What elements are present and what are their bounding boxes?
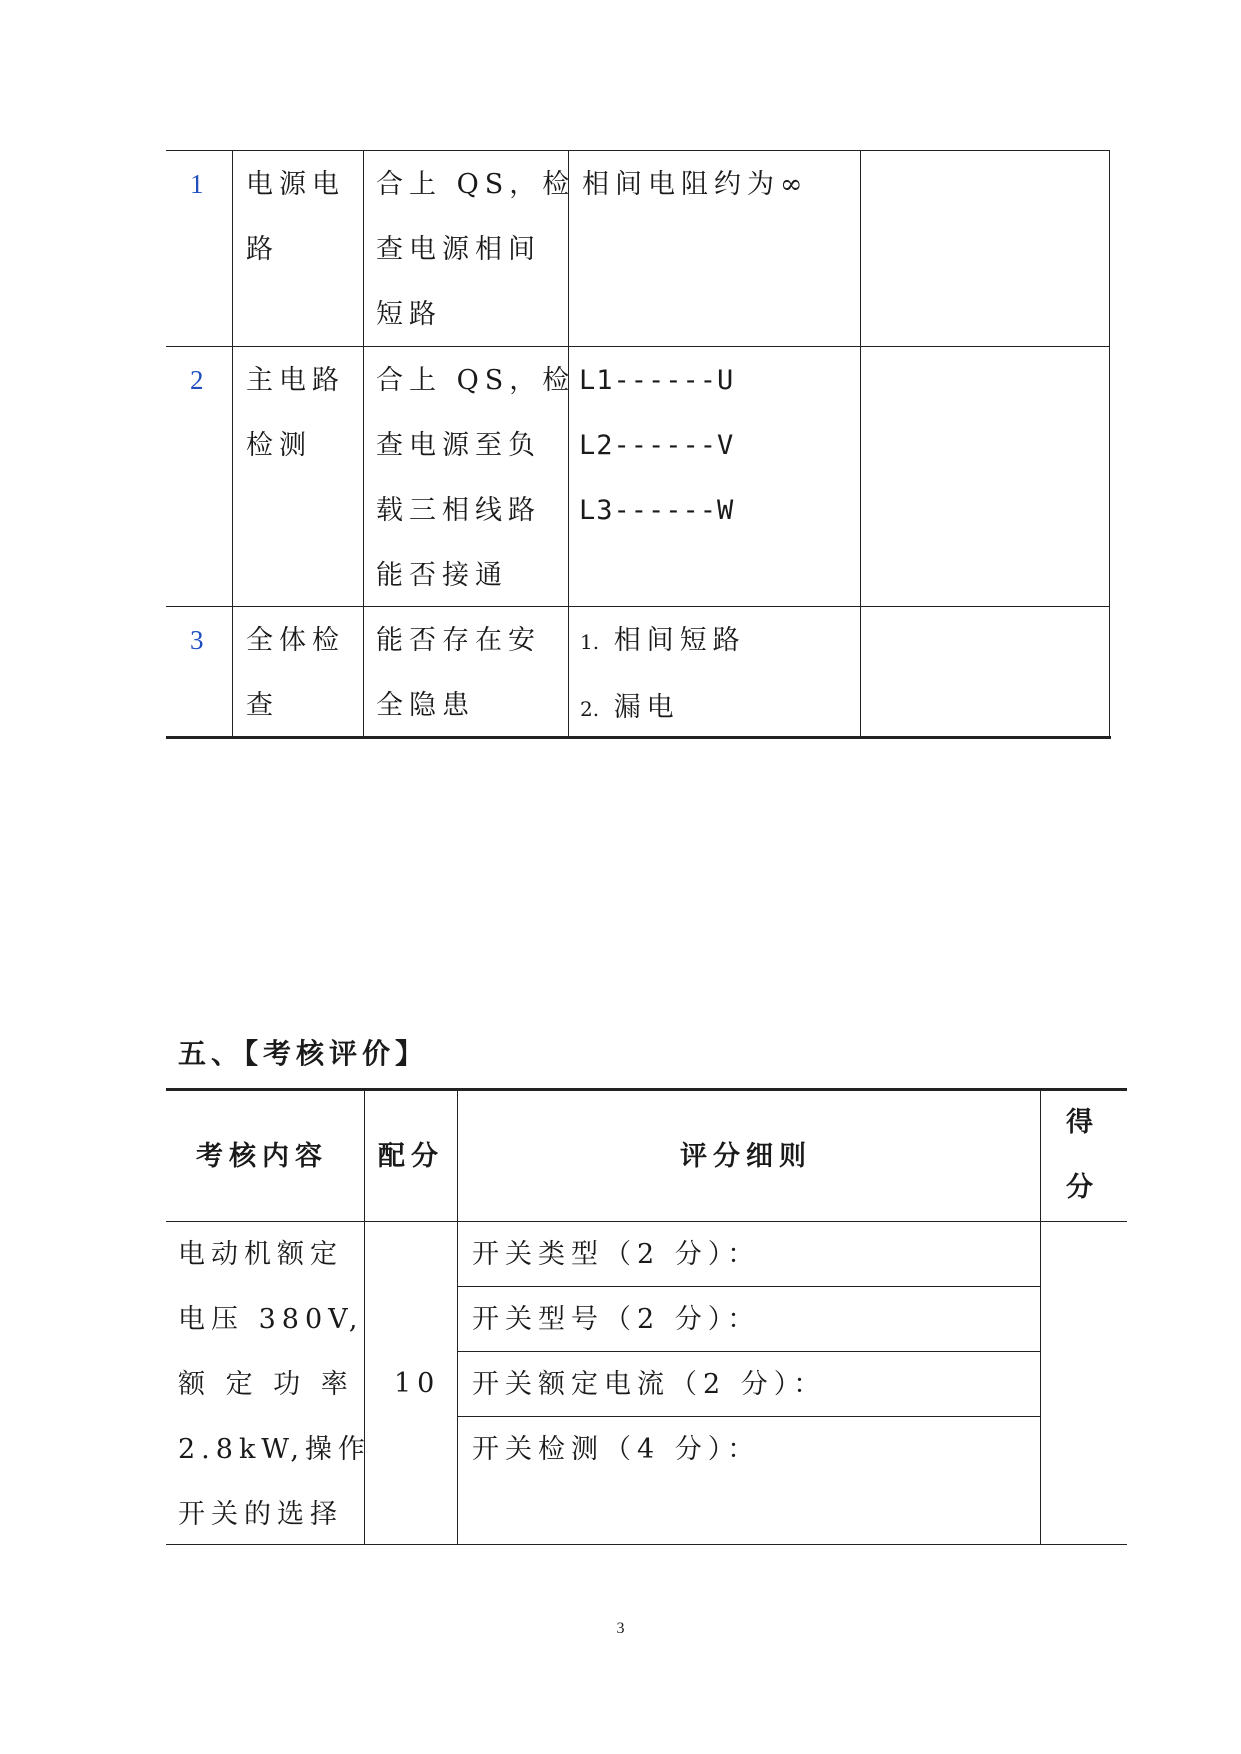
method-line: 全隐患 bbox=[376, 690, 475, 721]
method-line: 合上 QS，检 bbox=[376, 169, 576, 200]
content-line: 电动机额定 bbox=[178, 1239, 343, 1270]
table-line bbox=[457, 1090, 458, 1545]
method-line: 查电源至负 bbox=[376, 430, 541, 461]
table-line bbox=[166, 1088, 1127, 1091]
content-cell bbox=[178, 1222, 371, 1547]
criteria-row: 开关型号（2 分）： bbox=[472, 1304, 761, 1335]
item-line: 查 bbox=[246, 690, 279, 721]
header-content: 考核内容 bbox=[196, 1141, 328, 1172]
criteria-row: 开关额定电流（2 分）： bbox=[472, 1369, 827, 1400]
header-got bbox=[1066, 1090, 1099, 1220]
method-line: 合上 QS，检 bbox=[376, 365, 576, 396]
criteria-row: 开关类型（2 分）： bbox=[472, 1239, 761, 1270]
result-line: L3------W bbox=[579, 495, 735, 526]
row-number: 2 bbox=[190, 365, 204, 395]
header-got-line: 分 bbox=[1066, 1172, 1099, 1203]
item-line: 路 bbox=[246, 234, 279, 265]
method-line: 查电源相间 bbox=[376, 234, 541, 265]
content-line: 电压 380V, bbox=[178, 1304, 364, 1335]
content-line: 开关的选择 bbox=[178, 1499, 343, 1530]
item-line: 检测 bbox=[246, 430, 312, 461]
result-line: 相间电阻约为∞ bbox=[582, 169, 809, 200]
page-number: 3 bbox=[616, 1620, 625, 1637]
header-criteria: 评分细则 bbox=[680, 1141, 812, 1172]
item-line: 电源电 bbox=[246, 169, 345, 200]
header-score: 配分 bbox=[378, 1141, 444, 1172]
criteria-row: 开关检测（4 分）： bbox=[472, 1434, 761, 1465]
list-text: 漏电 bbox=[613, 692, 680, 723]
method-line: 能否存在安 bbox=[376, 625, 541, 656]
result-line: L1------U bbox=[579, 365, 735, 396]
result-line: L2------V bbox=[579, 430, 735, 461]
row-number: 3 bbox=[190, 625, 204, 655]
section-title: 五、【考核评价】 bbox=[178, 1037, 429, 1070]
item-line: 主电路 bbox=[246, 365, 345, 396]
table-line bbox=[1040, 1090, 1041, 1545]
method-line: 短路 bbox=[376, 299, 442, 330]
row-number: 1 bbox=[190, 169, 204, 199]
content-line: 额 定 功 率 bbox=[178, 1369, 354, 1400]
method-line: 载三相线路 bbox=[376, 495, 541, 526]
content-line: 2.8kW,操作 bbox=[178, 1434, 371, 1465]
score-cell: 10 bbox=[394, 1368, 441, 1399]
item-line: 全体检 bbox=[246, 625, 345, 656]
list-number: 1. bbox=[580, 630, 600, 654]
list-number: 2. bbox=[580, 697, 600, 721]
list-text: 相间短路 bbox=[613, 625, 746, 656]
method-line: 能否接通 bbox=[376, 560, 508, 591]
header-got-line: 得 bbox=[1066, 1107, 1099, 1138]
